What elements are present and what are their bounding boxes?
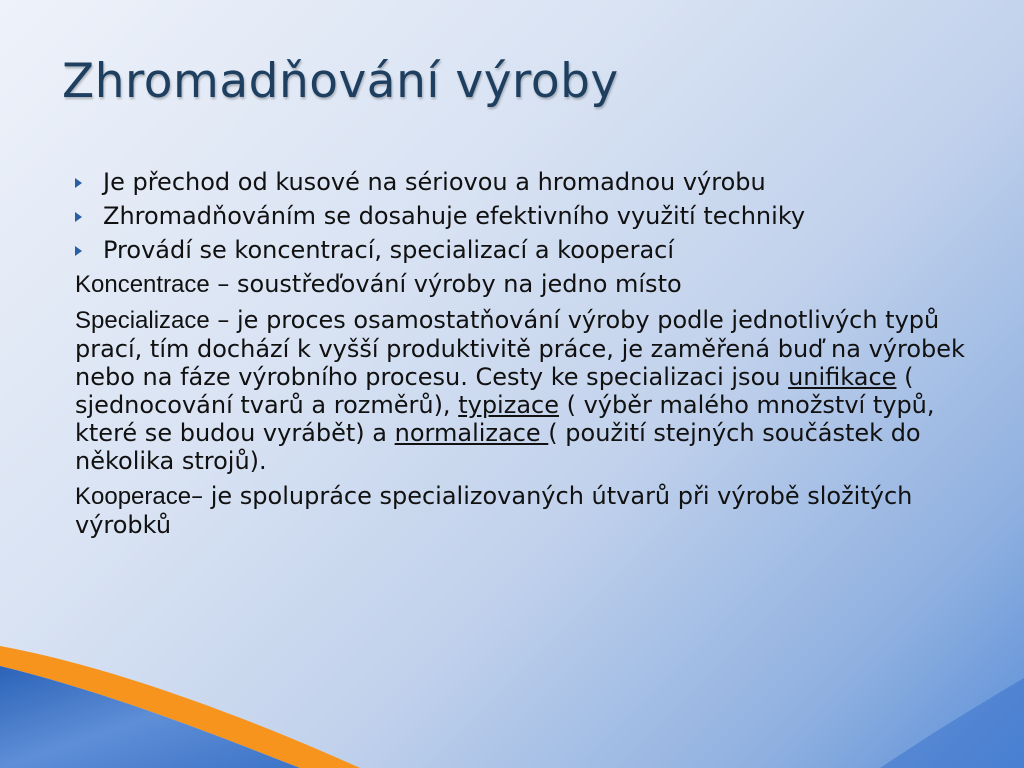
- bullet-item: [75, 202, 975, 230]
- specializace-text-2: ( sjednocování tvarů a rozměrů),: [75, 363, 914, 419]
- bullet-arrow-icon: [75, 178, 82, 188]
- specializace-text-1: – je proces osamostatňování výroby podle jednotlivých typů prací, tím dochází k vyšší produktivitě práce, je zaměřená buď na výrobek nebo na fáze výrobního procesu. Cesty ke specializaci jsou: [75, 306, 965, 391]
- specializace-term: Specializace: [75, 307, 210, 334]
- slide-title: Zhromadňování výroby: [62, 54, 619, 109]
- kooperace-term: Kooperace: [75, 483, 192, 510]
- bullet-arrow-icon: [75, 246, 82, 256]
- blue-swoosh: [0, 666, 300, 768]
- kooperace-paragraph: [75, 482, 975, 539]
- unifikace-term: unifikace: [788, 363, 897, 391]
- bullet-item: [75, 236, 975, 264]
- koncentrace-definition: – soustřeďování výroby na jedno místo: [209, 270, 682, 298]
- typizace-term: typizace: [458, 391, 559, 419]
- kooperace-definition: – je spolupráce specializovaných útvarů při výrobě složitých výrobků: [75, 482, 913, 539]
- bullet-text: Je přechod od kusové na sériovou a hromadnou výrobu: [103, 168, 766, 196]
- corner-glow: [880, 678, 1024, 768]
- specializace-text-4: ( použití stejných součástek do několika strojů).: [75, 419, 921, 475]
- specializace-text-3: ( výběr malého množství typů, které se budou vyrábět) a: [75, 391, 935, 447]
- bullet-item: [75, 168, 975, 196]
- koncentrace-paragraph: [75, 270, 975, 299]
- koncentrace-term: Koncentrace: [75, 271, 210, 298]
- corner-swoosh-decoration: [0, 638, 1024, 768]
- slide-content: [75, 168, 975, 546]
- bullet-text: Provádí se koncentrací, specializací a kooperací: [103, 236, 675, 264]
- bullet-text: Zhromadňováním se dosahuje efektivního využití techniky: [103, 202, 806, 230]
- bullet-arrow-icon: [75, 212, 82, 222]
- normalizace-term: normalizace: [394, 419, 549, 447]
- specializace-paragraph: [75, 306, 975, 475]
